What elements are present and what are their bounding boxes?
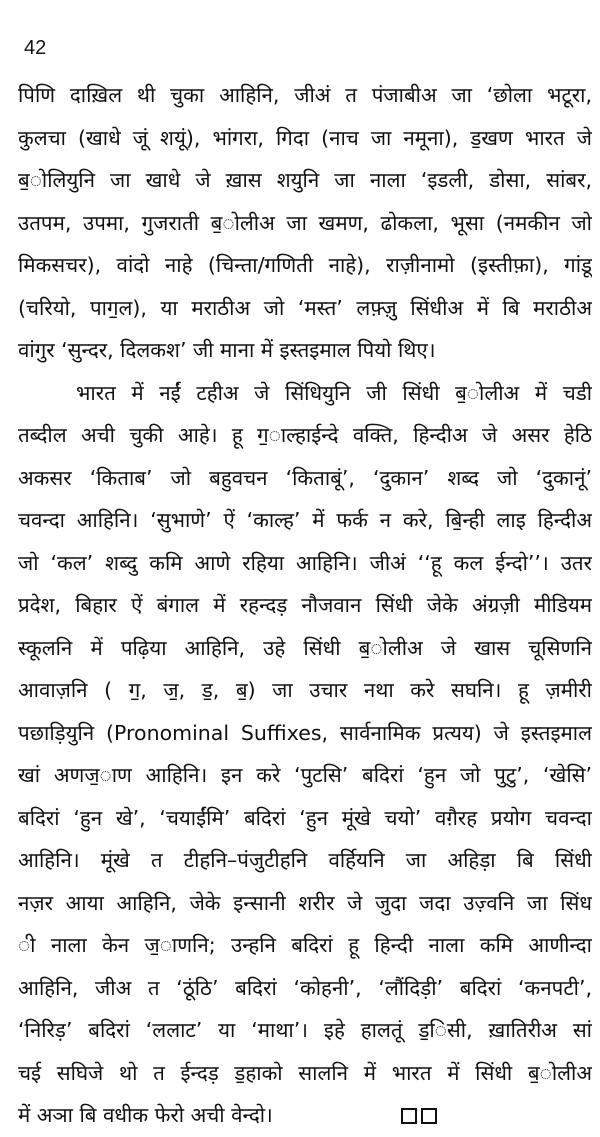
final-line: [18, 1094, 592, 1137]
text-line: कुलचा (खाधे जूं शयूं), भांगरा, गिदा (नाच जा नमूना), ड॒खण भारत जे: [18, 125, 592, 150]
text-line: चवन्दा आहिनि। ‘सुभाणे’ ऐं ‘काल्ह’ में फर्क न करे, बि॒न्ही लाइ हिन्दीअ: [18, 508, 592, 532]
page-number: 42: [24, 37, 47, 59]
text-line: ी नाला केन ज॒ाणनि; उन्हनि बदिरां हू हिन्दी नाला कमि आणीन्दा: [18, 933, 592, 957]
paragraph-1: [18, 74, 592, 372]
text-line: पछाड़ियुनि (Pronominal Suffixes, सार्वनामिक प्रत्यय) जे इस्तइमाल: [18, 720, 592, 745]
text-line: तब्दील अची चुकी आहे। हू ग॒ाल्हाईन्दे वक्ति, हिन्दीअ जे असर हेठि: [18, 423, 592, 447]
text-line: वांगुर ‘सुन्दर, दिलकश’ जी माना में इस्तइमाल पियो थिए।: [18, 338, 436, 362]
text-line: स्कूलनि में पढ़िया आहिनि, उहे सिंधी ब॒ोलीअ जे खास चूसिणनि: [18, 635, 592, 660]
body-text: [18, 74, 592, 1137]
text-line: ‘निरिड़’ बदिरां ‘ललाट’ या ‘माथा’। इहे हालतूं ड॒िसी, ख़ातिरीअ सां: [18, 1018, 592, 1042]
final-line-text: में अञा बि वधीक फेरो अची वेन्दो।: [18, 1103, 273, 1127]
text-line: भारत में नईं टहीअ जे सिंधियुनि जी सिंधी ब॒ोलीअ में चडी: [76, 380, 592, 405]
square-icon: [421, 1108, 437, 1124]
text-line: बदिरां ‘हुन खे’, ‘चयाईंमि’ बदिरां ‘हुन मूंखे चयो’ वग़ैरह प्रयोग चवन्दा: [18, 805, 592, 830]
square-icon: [401, 1108, 417, 1124]
text-line: आवाज़नि ( ग॒, ज॒, ड॒, ब॒) जा उचार नथा करे सघनि। हू ज़मीरी: [18, 678, 592, 702]
text-line: प्रदेश, बिहार ऐं बंगाल में रहन्दड़ नौजवान सिंधी जेके अंग्रज़ी मीडियम: [18, 593, 592, 617]
text-line: चई सघिजे थो त ईन्दड़ ड॒हाको सालनि में भारत में सिंधी ब॒ोलीअ: [18, 1060, 592, 1085]
text-line: खां अणज॒ाण आहिनि। इन करे ‘पुटसि’ बदिरां ‘हुन जो पुटु’, ‘खेसि’: [18, 763, 592, 787]
text-line: आहिनि, जीअ त ‘ठूंठि’ बदिरां ‘कोहनी’, ‘लौंदिड़ी’ बदिरां ‘कनपटी’,: [18, 975, 592, 1000]
text-line: मिकसचर), वांदो नाहे (चिन्ता/गणिती नाहे), राज़ीनामो (इस्तीफ़ा), गांडू: [18, 253, 592, 277]
text-line: नज़र आया आहिनि, जेके इन्सानी शरीर जे जुदा जदा उज़्वनि जा सिंध: [18, 890, 592, 915]
text-line: उतपम, उपमा, गुजराती ब॒ोलीअ जा खमण, ढोकला, भूसा (नमकीन जो: [18, 210, 592, 235]
text-line: जो ‘कल’ शब्दु कमि आणे रहिया आहिनि। जीअं ‘‘हू कल ईन्दो’’। उतर: [18, 550, 592, 575]
end-of-text-mark: [401, 1108, 437, 1124]
text-line: ब॒ोलियुनि जा खाधे जे ख़ास शयुनि जा नाला ‘इडली, डोसा, सांबर,: [18, 168, 592, 192]
text-line: पिणि दाख़िल थी चुका आहिनि, जीअं त पंजाबीअ जा ‘छोला भटूरा,: [18, 83, 592, 107]
text-line: आहिनि। मूंखे त टीहनि–पंजुटीहनि वर्हियनि जा अहिड़ा बि सिंधी: [18, 848, 592, 872]
text-line: (चरियो, पाग॒ल), या मराठीअ जो ‘मस्त’ लफ़्ज़ु सिंधीअ में बि मराठीअ: [18, 295, 592, 320]
text-line: अकसर ‘किताब’ जो बहुवचन ‘किताबूं’, ‘दुकान’ शब्द जो ‘दुकानूं’: [18, 465, 592, 490]
